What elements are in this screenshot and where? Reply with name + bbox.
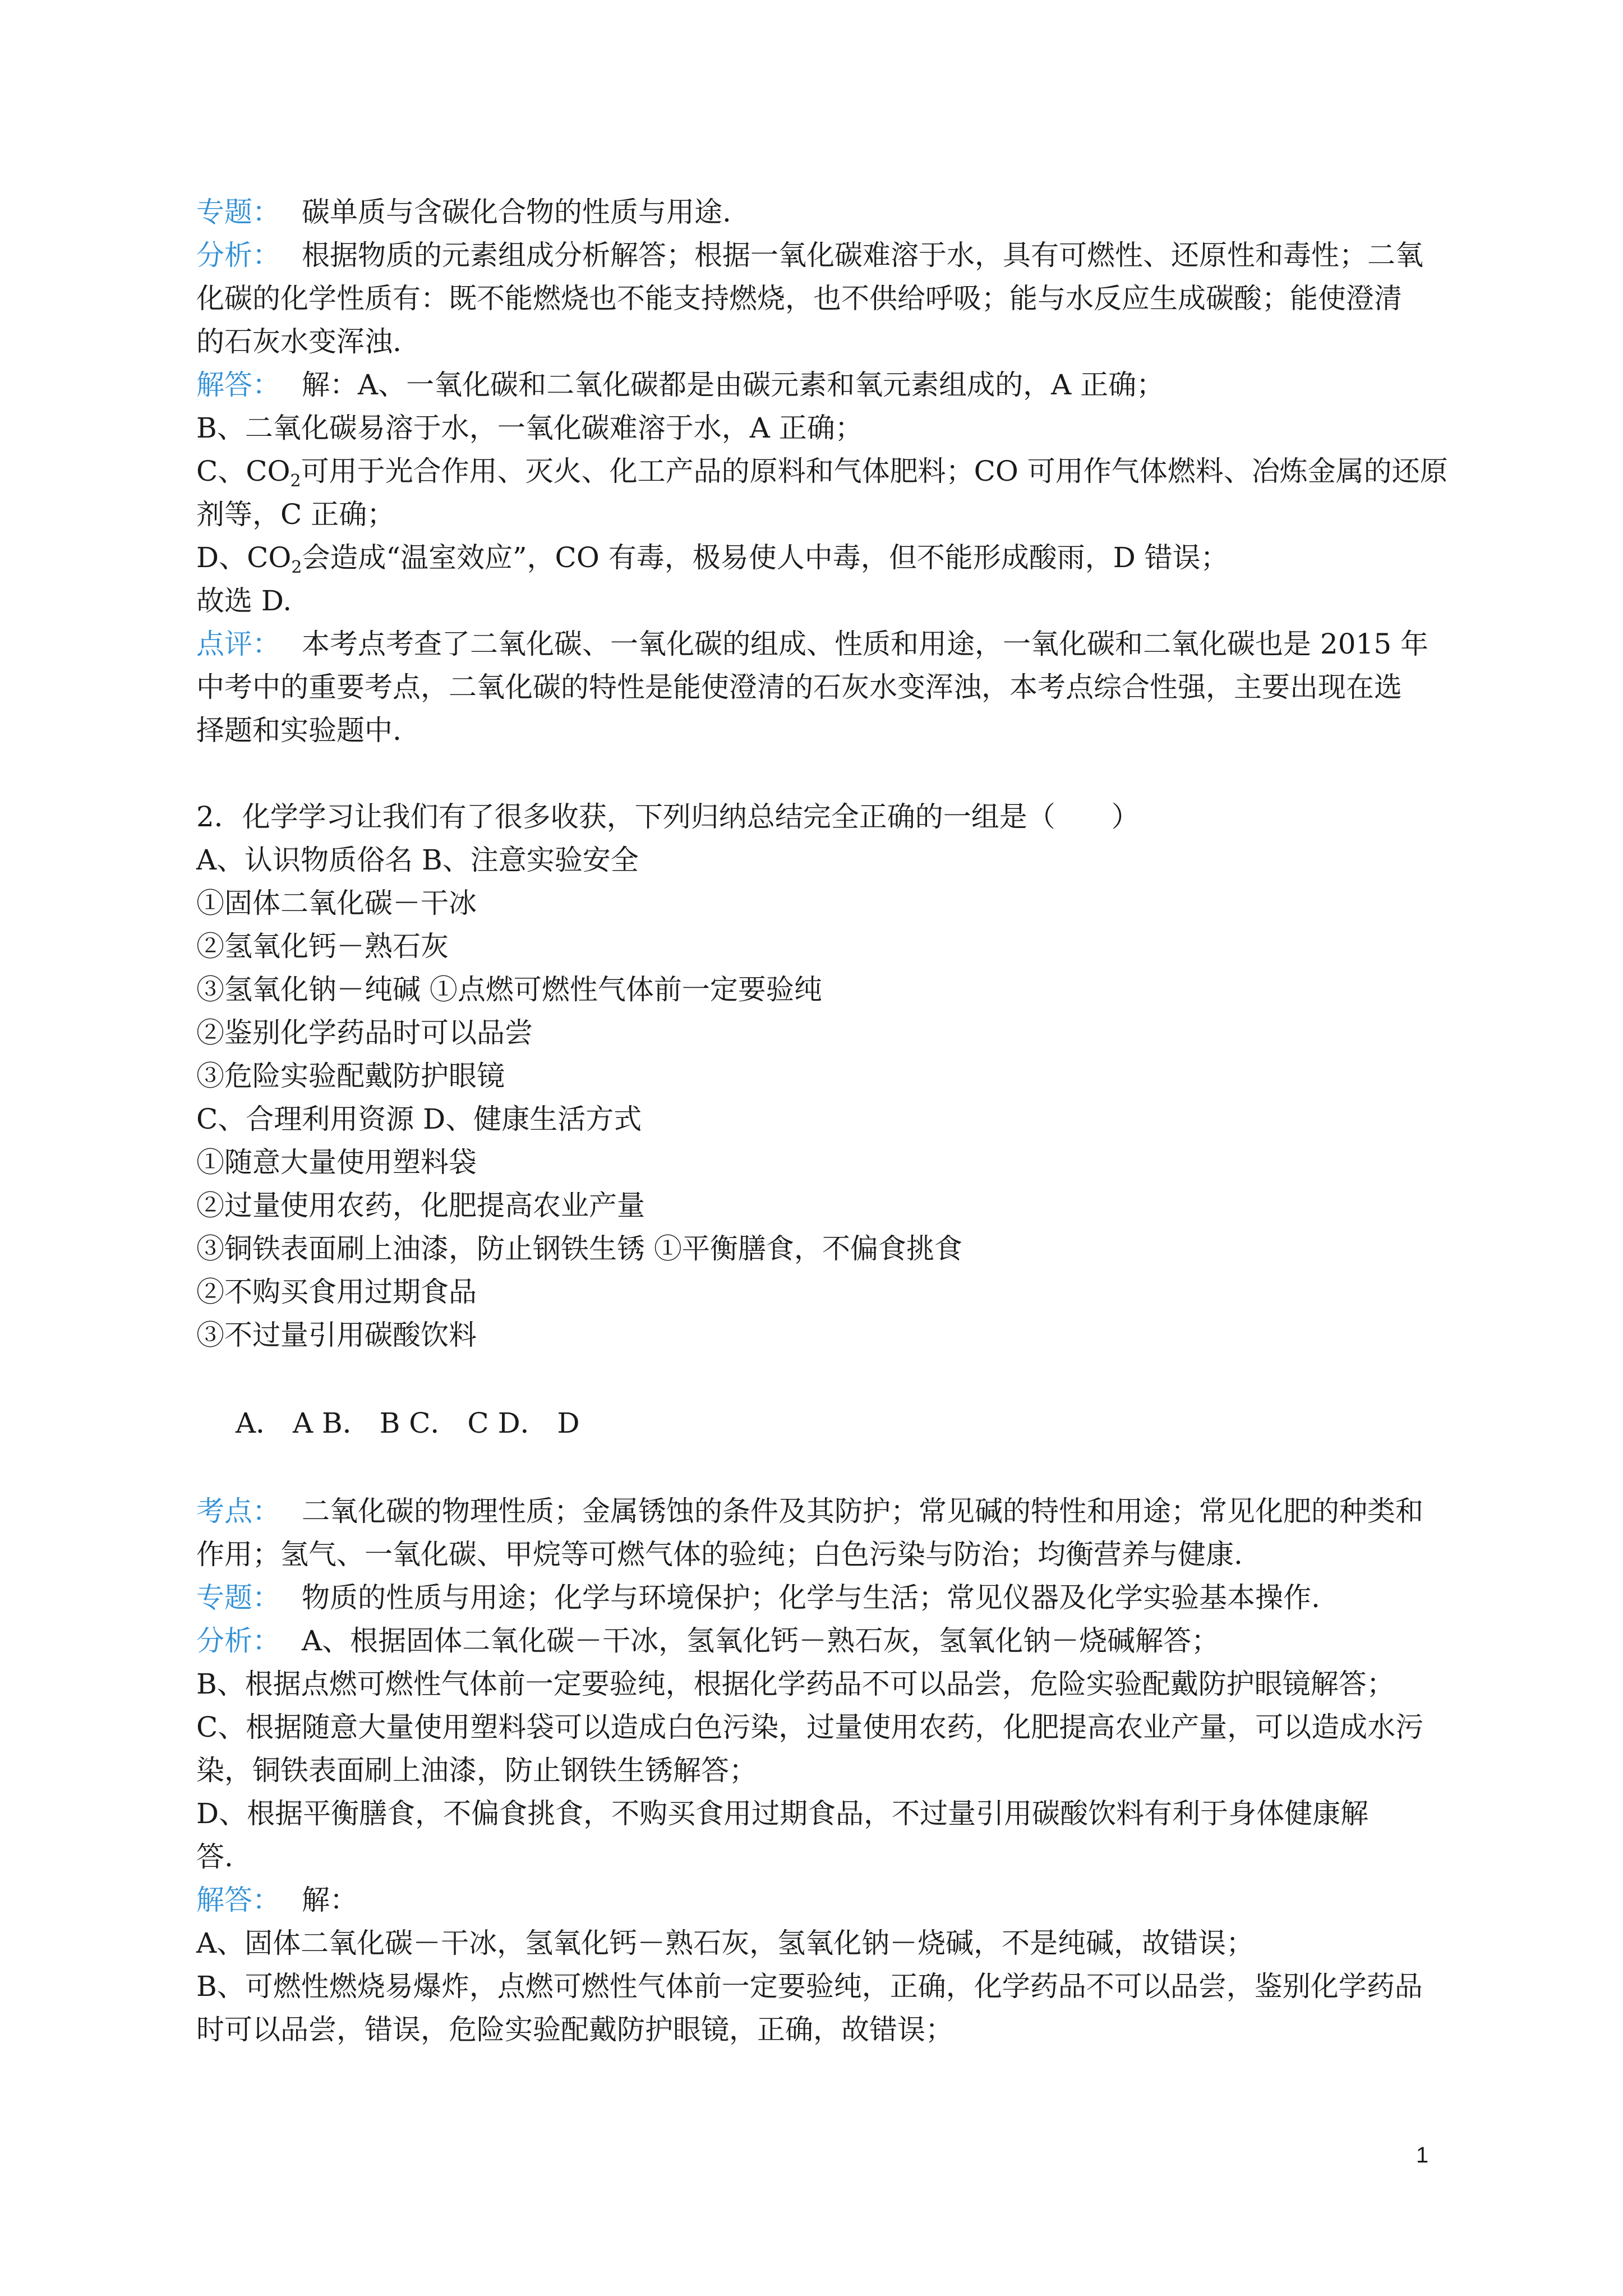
jieda-text: 会造成“温室效应”，CO 有毒，极易使人中毒，但不能形成酸雨，D 错误； <box>302 541 1229 574</box>
fenxi-line-1 <box>196 234 1453 277</box>
fenxi-text: A、根据固体二氧化碳－干冰，氢氧化钙－熟石灰，氢氧化钠－烧碱解答； <box>302 1625 1220 1657</box>
jieda-line-2: B、二氧化碳易溶于水，一氧化碳难溶于水，A 正确； <box>196 412 863 444</box>
co2-text: C、CO <box>196 455 291 487</box>
fenxi-line-2: B、根据点燃可燃性气体前一定要验纯，根据化学药品不可以品尝，危险实验配戴防护眼镜解答； <box>196 1668 1395 1700</box>
question-line: ③不过量引用碳酸饮料 <box>196 1319 477 1351</box>
question-line: ②不购买食用过期食品 <box>196 1276 477 1308</box>
dianping-line-3: 择题和实验题中. <box>196 714 402 747</box>
jieda-line-1 <box>196 1879 1453 1922</box>
fenxi-text: 根据物质的元素组成分析解答；根据一氧化碳难溶于水，具有可燃性、还原性和毒性；二氧 <box>302 239 1423 272</box>
jieda-text: 可用于光合作用、灭火、化工产品的原料和气体肥料；CO 可用作气体燃料、冶炼金属的还原 <box>301 455 1448 487</box>
jieda-line-6: 故选 D. <box>196 585 292 617</box>
kaodian-line-1 <box>196 1490 1453 1533</box>
jieda-text: 解：A、一氧化碳和二氧化碳都是由碳元素和氧元素组成的，A 正确； <box>302 369 1165 401</box>
subscript: 2 <box>291 558 302 577</box>
question-line: ②氢氧化钙－熟石灰 <box>196 930 449 963</box>
question-line: ③氢氧化钠－纯碱 ①点燃可燃性气体前一定要验纯 <box>196 973 822 1006</box>
jieda-line-4: 时可以品尝，错误，危险实验配戴防护眼镜，正确，故错误； <box>196 2013 953 2046</box>
fenxi-line-3: C、根据随意大量使用塑料袋可以造成白色污染，过量使用农药，化肥提高农业产量，可以造成水污 <box>196 1711 1424 1743</box>
fenxi-line-5: D、根据平衡膳食，不偏食挑食，不购买食用过期食品，不过量引用碳酸饮料有利于身体健康解 <box>196 1797 1369 1830</box>
spacer <box>196 1445 1453 1490</box>
dianping-line-2: 中考中的重要考点，二氧化碳的特性是能使澄清的石灰水变浑浊，本考点综合性强，主要出现在选 <box>196 671 1402 703</box>
jieda-label: 解答： <box>196 1884 280 1916</box>
jieda-text: 解： <box>302 1884 358 1916</box>
fenxi-line-6: 答. <box>196 1841 233 1873</box>
dianping-text: 本考点考查了二氧化碳、一氧化碳的组成、性质和用途，一氧化碳和二氧化碳也是 2015 年 <box>302 628 1429 660</box>
question-line: C、合理利用资源 D、健康生活方式 <box>196 1103 642 1135</box>
kaodian-text: 二氧化碳的物理性质；金属锈蚀的条件及其防护；常见碱的特性和用途；常见化肥的种类和 <box>302 1495 1423 1527</box>
dianping-label: 点评： <box>196 628 280 660</box>
kaodian-label: 考点： <box>196 1495 280 1527</box>
zhuanti-text: 物质的性质与用途；化学与环境保护；化学与生活；常见仪器及化学实验基本操作. <box>302 1581 1320 1614</box>
zhuanti-line <box>196 1576 1453 1619</box>
page-number: 1 <box>1416 2143 1429 2168</box>
subscript: 2 <box>290 471 301 491</box>
co2-text: D、CO <box>196 541 292 574</box>
spacer <box>196 752 1453 795</box>
question-line: ③危险实验配戴防护眼镜 <box>196 1060 505 1092</box>
zhuanti-label: 专题： <box>196 196 280 228</box>
jieda-label: 解答： <box>196 369 280 401</box>
answer-options: A． A B． B C． C D． D <box>236 1407 580 1439</box>
question-line: ①固体二氧化碳－干冰 <box>196 887 477 919</box>
zhuanti-text: 碳单质与含碳化合物的性质与用途. <box>302 196 731 228</box>
zhuanti-label: 专题： <box>196 1581 280 1614</box>
fenxi-line-1 <box>196 1619 1453 1663</box>
zhuanti-line <box>196 191 1453 234</box>
question-line: ②过量使用农药，化肥提高农业产量 <box>196 1189 645 1222</box>
jieda-line-1 <box>196 364 1453 407</box>
fenxi-line-3: 的石灰水变浑浊. <box>196 325 402 358</box>
kaodian-line-2: 作用；氢气、一氧化碳、甲烷等可燃气体的验纯；白色污染与防治；均衡营养与健康. <box>196 1538 1243 1571</box>
fenxi-label: 分析： <box>196 1625 280 1657</box>
fenxi-label: 分析： <box>196 239 280 272</box>
jieda-line-3 <box>196 450 1453 493</box>
question-stem: 2．化学学习让我们有了很多收获，下列归纳总结完全正确的一组是（ ） <box>196 800 1140 833</box>
spacer <box>196 1357 1453 1402</box>
question-line: ②鉴别化学药品时可以品尝 <box>196 1016 533 1049</box>
question-line: ③铜铁表面刷上油漆，防止钢铁生锈 ①平衡膳食，不偏食挑食 <box>196 1232 962 1265</box>
fenxi-line-4: 染，铜铁表面刷上油漆，防止钢铁生锈解答； <box>196 1754 757 1787</box>
fenxi-line-2: 化碳的化学性质有：既不能燃烧也不能支持燃烧，也不供给呼吸；能与水反应生成碳酸；能使澄清 <box>196 282 1402 315</box>
page-content <box>196 191 1453 2051</box>
jieda-line-5 <box>196 536 1453 579</box>
dianping-line-1 <box>196 623 1453 666</box>
question-line: A、认识物质俗名 B、注意实验安全 <box>196 844 639 876</box>
question-line: ①随意大量使用塑料袋 <box>196 1146 477 1179</box>
jieda-line-3: B、可燃性燃烧易爆炸，点燃可燃性气体前一定要验纯，正确，化学药品不可以品尝，鉴别化学药品 <box>196 1970 1423 2003</box>
jieda-line-2: A、固体二氧化碳－干冰，氢氧化钙－熟石灰，氢氧化钠－烧碱，不是纯碱，故错误； <box>196 1927 1255 1959</box>
jieda-line-4: 剂等，C 正确； <box>196 498 395 531</box>
